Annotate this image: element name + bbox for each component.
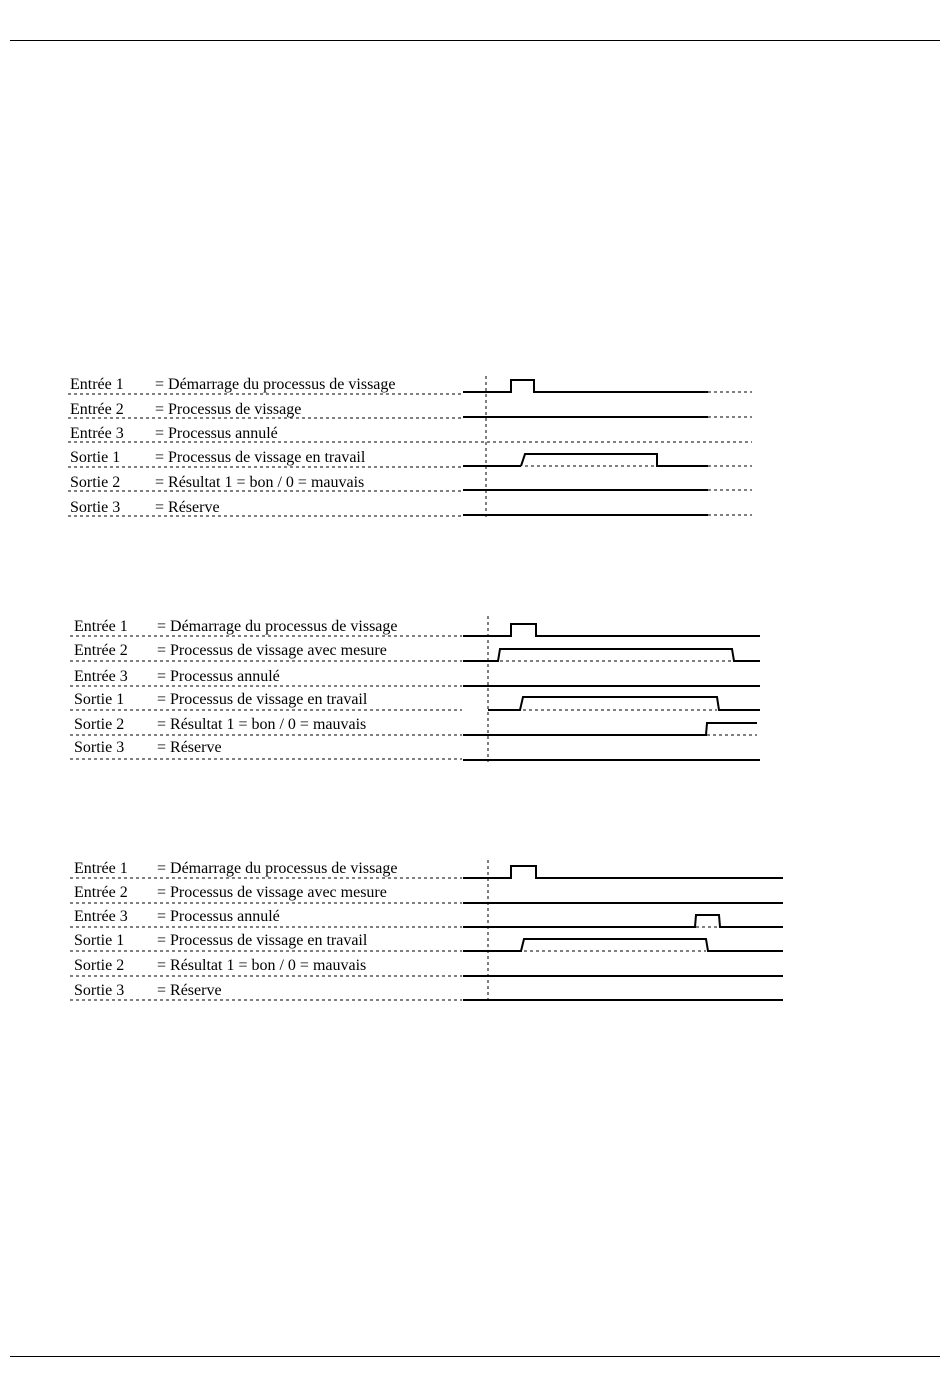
waveform-entree-1 bbox=[463, 624, 760, 636]
signal-label: Entrée 1 bbox=[74, 860, 128, 877]
signal-description: = Processus de vissage en travail bbox=[155, 449, 366, 466]
waveform-entree-2 bbox=[463, 649, 760, 661]
waveform-entree-3 bbox=[463, 915, 783, 927]
signal-description: = Résultat 1 = bon / 0 = mauvais bbox=[157, 957, 367, 974]
signal-description: = Processus de vissage en travail bbox=[157, 932, 368, 949]
waveform-sortie-1 bbox=[521, 454, 708, 466]
signal-description: = Processus de vissage avec mesure bbox=[157, 884, 387, 901]
signal-label: Sortie 1 bbox=[74, 691, 125, 708]
signal-description: = Réserve bbox=[157, 739, 222, 756]
signal-label: Entrée 3 bbox=[74, 668, 128, 685]
signal-label: Entrée 2 bbox=[74, 642, 128, 659]
signal-description: = Démarrage du processus de vissage bbox=[157, 860, 398, 877]
waveform-sortie-1 bbox=[463, 939, 783, 951]
timing-diagram-1 bbox=[68, 376, 752, 518]
waveform-entree-1 bbox=[463, 866, 783, 878]
waveform-sortie-1 bbox=[488, 697, 760, 710]
timing-diagram-2 bbox=[70, 616, 760, 762]
signal-label: Sortie 2 bbox=[74, 716, 125, 733]
signal-description: = Processus de vissage en travail bbox=[157, 691, 368, 708]
signal-label: Entrée 2 bbox=[74, 884, 128, 901]
signal-description: = Résultat 1 = bon / 0 = mauvais bbox=[157, 716, 367, 733]
signal-description: = Processus de vissage avec mesure bbox=[157, 642, 387, 659]
signal-description: = Processus annulé bbox=[157, 668, 280, 685]
signal-label: Sortie 2 bbox=[70, 474, 121, 491]
signal-description: = Démarrage du processus de vissage bbox=[157, 618, 398, 635]
page-bottom-rule bbox=[10, 1356, 940, 1357]
timing-diagram-3 bbox=[70, 860, 783, 1004]
signal-label: Sortie 3 bbox=[70, 499, 121, 516]
signal-label: Sortie 2 bbox=[74, 957, 125, 974]
signal-label: Entrée 3 bbox=[74, 908, 128, 925]
waveform-entree-1 bbox=[463, 380, 708, 392]
signal-label: Sortie 3 bbox=[74, 739, 125, 756]
signal-label: Sortie 3 bbox=[74, 982, 125, 999]
signal-label: Entrée 1 bbox=[74, 618, 128, 635]
signal-label: Entrée 1 bbox=[70, 376, 124, 393]
signal-label: Sortie 1 bbox=[74, 932, 125, 949]
signal-description: = Processus annulé bbox=[157, 908, 280, 925]
signal-label: Sortie 1 bbox=[70, 449, 121, 466]
signal-description: = Résultat 1 = bon / 0 = mauvais bbox=[155, 474, 365, 491]
signal-description: = Réserve bbox=[157, 982, 222, 999]
signal-label: Entrée 2 bbox=[70, 401, 124, 418]
signal-label: Entrée 3 bbox=[70, 425, 124, 442]
signal-description: = Démarrage du processus de vissage bbox=[155, 376, 396, 393]
signal-description: = Réserve bbox=[155, 499, 220, 516]
signal-description: = Processus de vissage bbox=[155, 401, 302, 418]
waveform-sortie-2 bbox=[463, 723, 757, 735]
signal-description: = Processus annulé bbox=[155, 425, 278, 442]
